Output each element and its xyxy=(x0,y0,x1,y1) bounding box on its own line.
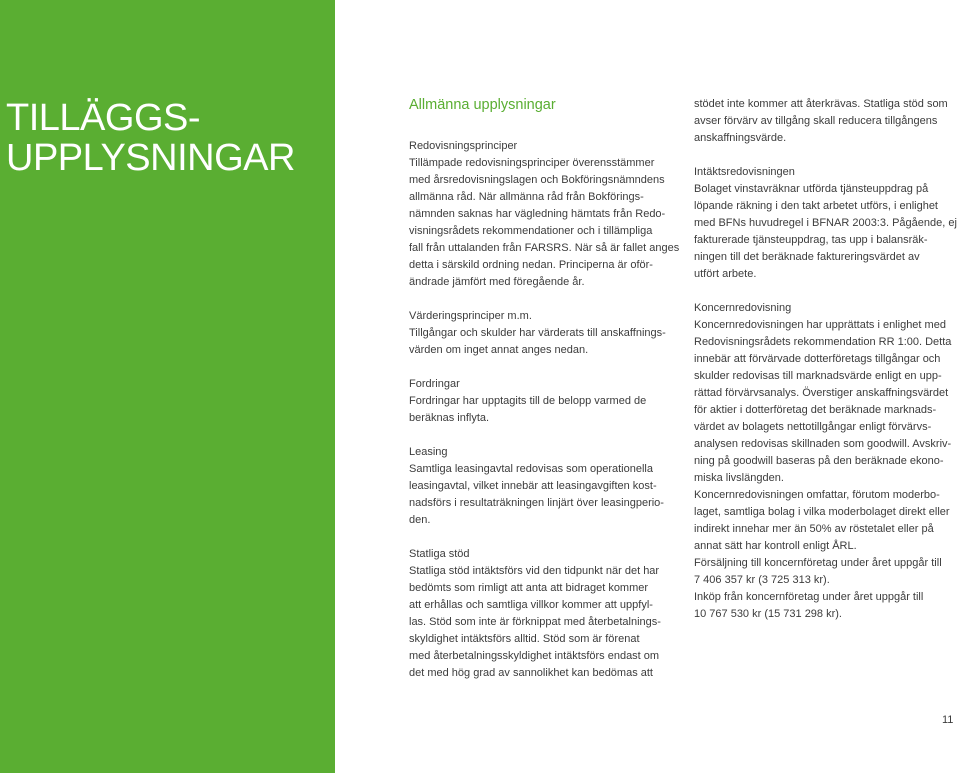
text-block-leasing xyxy=(409,444,671,529)
text-block-intaktsredovisningen xyxy=(694,164,956,283)
body-line: Redovisningsrådets rekommendation RR 1:00. Detta xyxy=(694,336,952,348)
body-line: Samtliga leasingavtal redovisas som operationella xyxy=(409,463,653,475)
body-line: att erhållas och samtliga villkor kommer att uppfyl- xyxy=(409,599,653,611)
body-line: det med hög grad av sannolikhet kan bedömas att xyxy=(409,667,653,679)
body-line: med årsredovisningslagen och Bokföringsnämndens xyxy=(409,174,665,186)
right-column-blocks xyxy=(694,96,956,623)
text-block-fordringar xyxy=(409,376,671,427)
body-line: visningsrådets rekommendationer och i tillämpliga xyxy=(409,225,653,237)
body-line: innebär att förvärvade dotterföretags tillgångar och xyxy=(694,353,941,365)
page-number: 11 xyxy=(942,714,954,726)
body-line: Tillämpade redovisningsprinciper överensstämmer xyxy=(409,157,655,169)
body-line: beräknas inflyta. xyxy=(409,412,490,424)
body-line: bedömts som rimligt att anta att bidraget kommer xyxy=(409,582,649,594)
body-line: avser förvärv av tillgång skall reducera tillgångens xyxy=(694,115,938,127)
body-line: anskaffningsvärde. xyxy=(694,132,787,144)
body-line: ning på goodwill baseras på den beräknade ekono- xyxy=(694,455,944,467)
block-body xyxy=(409,393,671,427)
right-text-column xyxy=(694,96,956,640)
body-line: med BFNs huvudregel i BFNAR 2003:3. Pågående, ej xyxy=(694,217,957,229)
body-line: värdet av bolagets nettotillgångar enligt förvärvs- xyxy=(694,421,932,433)
body-line: Fordringar har upptagits till de belopp varmed de xyxy=(409,395,647,407)
body-line: Bolaget vinstavräknar utförda tjänsteuppdrag på xyxy=(694,183,929,195)
text-block-redovisningsprinciper xyxy=(409,138,680,291)
block-heading: Leasing xyxy=(409,446,448,458)
block-heading: Redovisningsprinciper xyxy=(409,140,518,152)
body-line: fakturerade tjänsteuppdrag, tas upp i balansräk- xyxy=(694,234,928,246)
body-line: löpande räkning i den takt arbetet utförs, i enlighet xyxy=(694,200,938,212)
body-line: Försäljning till koncernföretag under året uppgår till xyxy=(694,557,942,569)
body-line: Koncernredovisningen omfattar, förutom moderbo- xyxy=(694,489,940,501)
left-column-blocks xyxy=(409,138,680,682)
block-body xyxy=(409,325,671,359)
body-line: ningen till det beräknade faktureringsvärdet av xyxy=(694,251,920,263)
body-line: las. Stöd som inte är förknippat med återbetalnings- xyxy=(409,616,661,628)
body-line: allmänna råd. När allmänna råd från Bokförings- xyxy=(409,191,644,203)
page-title xyxy=(6,98,295,178)
text-block-koncernredovisning xyxy=(694,300,956,623)
body-line: leasingavtal, vilket innebär att leasingavgiften kost- xyxy=(409,480,657,492)
section-title: Allmänna upplysningar xyxy=(409,97,556,113)
body-line: nämnden saknas har vägledning hämtats från Redo- xyxy=(409,208,666,220)
block-body xyxy=(694,181,956,283)
block-heading: Värderingsprinciper m.m. xyxy=(409,310,532,322)
body-line: stödet inte kommer att återkrävas. Statliga stöd som xyxy=(694,98,948,110)
body-line: laget, samtliga bolag i vilka moderbolaget direkt eller xyxy=(694,506,950,518)
body-line: indirekt innehar mer än 50% av röstetalet eller på xyxy=(694,523,934,535)
text-block-varderingsprinciper-m-m xyxy=(409,308,671,359)
block-body xyxy=(694,317,956,623)
green-sidebar xyxy=(0,0,335,773)
block-body xyxy=(409,461,671,529)
block-heading: Fordringar xyxy=(409,378,460,390)
body-line: Inköp från koncernföretag under året uppgår till xyxy=(694,591,924,603)
block-body xyxy=(409,155,680,291)
text-block-statliga-stod xyxy=(409,546,671,682)
page-title-line: TILLÄGGS- xyxy=(6,97,200,139)
body-line: miska livslängden. xyxy=(694,472,784,484)
body-line: för aktier i dotterföretag det beräknade marknads- xyxy=(694,404,937,416)
body-line: med återbetalningsskyldighet intäktsförs endast om xyxy=(409,650,660,662)
body-line: analysen redovisas skillnaden som goodwill. Avskriv- xyxy=(694,438,952,450)
block-heading: Koncernredovisning xyxy=(694,302,792,314)
body-line: detta i särskild ordning nedan. Principerna är oför- xyxy=(409,259,653,271)
text-block-continued xyxy=(694,96,956,147)
body-line: 7 406 357 kr (3 725 313 kr). xyxy=(694,574,830,586)
body-line: annat sätt har kontroll enligt ÅRL. xyxy=(694,540,857,552)
block-heading: Intäktsredovisningen xyxy=(694,166,795,178)
body-line: 10 767 530 kr (15 731 298 kr). xyxy=(694,608,842,620)
body-line: skulder redovisas till marknadsvärde enligt en upp- xyxy=(694,370,942,382)
block-body xyxy=(409,563,671,682)
page-title-line: UPPLYSNINGAR xyxy=(6,137,295,179)
block-heading: Statliga stöd xyxy=(409,548,470,560)
body-line: ändrade jämfört med föregående år. xyxy=(409,276,585,288)
body-line: Statliga stöd intäktsförs vid den tidpunkt när det har xyxy=(409,565,660,577)
body-line: skyldighet intäktsförs alltid. Stöd som är förenat xyxy=(409,633,640,645)
body-line: fall från uttalanden från FARSRS. När så är fallet anges xyxy=(409,242,680,254)
body-line: utfört arbete. xyxy=(694,268,757,280)
body-line: rättad förvärvsanalys. Överstiger anskaffningsvärdet xyxy=(694,387,949,399)
left-text-column xyxy=(409,96,680,699)
body-line: Tillgångar och skulder har värderats till anskaffnings- xyxy=(409,327,666,339)
body-line: den. xyxy=(409,514,431,526)
body-line: Koncernredovisningen har upprättats i enlighet med xyxy=(694,319,946,331)
block-body xyxy=(694,96,956,147)
body-line: värden om inget annat anges nedan. xyxy=(409,344,589,356)
body-line: nadsförs i resultaträkningen linjärt över leasingperio- xyxy=(409,497,664,509)
